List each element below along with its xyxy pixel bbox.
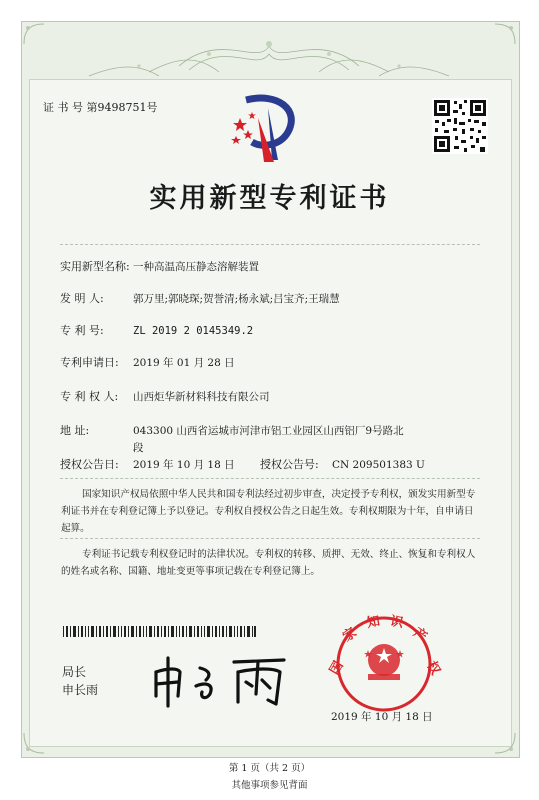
patentee-label: 专 利 权 人: — [60, 390, 119, 403]
svg-text:知: 知 — [365, 614, 382, 632]
svg-text:产: 产 — [410, 625, 430, 646]
official-seal-icon — [322, 612, 446, 712]
ornament-top-icon — [29, 26, 510, 82]
page-number: 第 1 页（共 2 页） — [228, 763, 311, 774]
director-title: 局长 — [62, 665, 87, 679]
publication-number-value: CN 209501383 U — [332, 459, 425, 471]
signature-icon — [150, 652, 290, 708]
svg-text:家: 家 — [340, 625, 360, 646]
svg-text:识: 识 — [388, 614, 405, 632]
inventor-label: 发 明 人: — [60, 292, 104, 305]
address-label: 地 址: — [60, 424, 90, 437]
qr-code-icon — [432, 98, 488, 154]
seal-date: 2019 年 10 月 18 日 — [331, 711, 433, 723]
sipo-logo-icon — [228, 88, 308, 168]
corner-ornament-icon — [22, 22, 46, 46]
divider — [60, 538, 480, 539]
corner-ornament-icon — [22, 731, 46, 755]
publication-date-value: 2019 年 10 月 18 日 — [133, 459, 235, 471]
certificate-title: 实用新型专利证书 — [149, 183, 390, 214]
publication-number-label: 授权公告号: — [260, 458, 319, 471]
grant-statement: 国家知识产权局依照中华人民共和国专利法经过初步审查，决定授予专利权，颁发实用新型专利证书并在专利登记簿上予以登记。专利权自授权公告之日起生效。专利权期限为十年，自申请日起算。 — [61, 489, 476, 534]
filing-date-value: 2019 年 01 月 28 日 — [133, 357, 235, 369]
footer-note: 其他事项参见背面 — [231, 780, 308, 791]
utility-model-name-label: 实用新型名称: — [60, 260, 130, 273]
publication-date-label: 授权公告日: — [60, 458, 119, 471]
divider — [60, 244, 480, 245]
svg-text:国: 国 — [327, 658, 347, 678]
filing-date-label: 专利申请日: — [60, 356, 119, 369]
certificate-number: 证 书 号 第9498751号 — [43, 101, 158, 114]
divider — [60, 478, 480, 479]
patent-number-label: 专 利 号: — [60, 324, 104, 337]
utility-model-name-value: 一种高温高压静态溶解装置 — [133, 261, 259, 273]
patent-number-value: ZL 2019 2 0145349.2 — [133, 325, 254, 337]
barcode-icon — [63, 626, 256, 637]
patentee-value: 山西炬华新材料科技有限公司 — [133, 391, 270, 403]
address-line-2: 段 — [133, 442, 144, 454]
inventor-value: 郭万里;郭晓琛;贺誉清;杨永斌;吕宝齐;王瑞慧 — [133, 293, 340, 305]
corner-ornament-icon — [493, 731, 517, 755]
svg-text:权: 权 — [423, 658, 443, 678]
address-line-1: 043300 山西省运城市河津市铝工业园区山西铝厂9号路北 — [133, 425, 404, 437]
corner-ornament-icon — [493, 22, 517, 46]
legal-status-note: 专利证书记载专利权登记时的法律状况。专利权的转移、质押、无效、终止、恢复和专利权人的姓名或名称、国籍、地址变更等事项记载在专利登记簿上。 — [61, 549, 476, 577]
director-name: 申长雨 — [62, 683, 99, 697]
